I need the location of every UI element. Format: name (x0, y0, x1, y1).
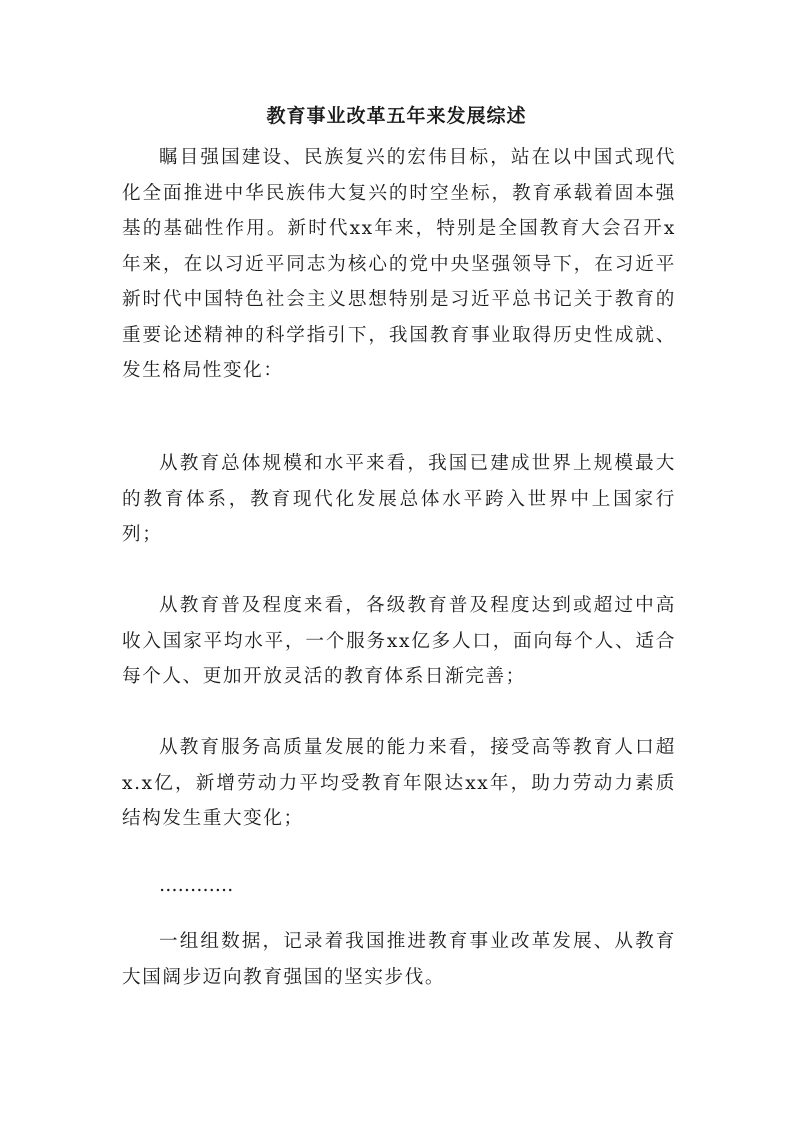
paragraph-conclusion: 一组组数据，记录着我国推进教育事业改革发展、从教育大国阔步迈向教育强国的坚实步伐。 (122, 931, 676, 988)
paragraph-intro: 瞩目强国建设、民族复兴的宏伟目标，站在以中国式现代化全面推进中华民族伟大复兴的时空坐标，教育承载着固本强基的基础性作用。新时代xx年来，特别是全国教育大会召开x年来，在以习近平同志为核心的党中央坚强领导下，在习近平新时代中国特色社会主义思想特别是习近平总书记关于教育的重要论述精神的科学指引下，我国教育事业取得历史性成就、发生格局性变化： (122, 147, 676, 381)
paragraph-popularization: 从教育普及程度来看，各级教育普及程度达到或超过中高收入国家平均水平，一个服务xx亿多人口，面向每个人、适合每个人、更加开放灵活的教育体系日渐完善； (122, 595, 676, 687)
paragraph-service-capacity: 从教育服务高质量发展的能力来看，接受高等教育人口超x.x亿，新增劳动力平均受教育年限达xx年，助力劳动力素质结构发生重大变化； (122, 737, 676, 829)
paragraph-ellipsis: ………… (159, 875, 234, 896)
document-title: 教育事业改革五年来发展综述 (266, 105, 527, 127)
paragraph-scale: 从教育总体规模和水平来看，我国已建成世界上规模最大的教育体系，教育现代化发展总体水平跨入世界中上国家行列； (122, 453, 676, 545)
